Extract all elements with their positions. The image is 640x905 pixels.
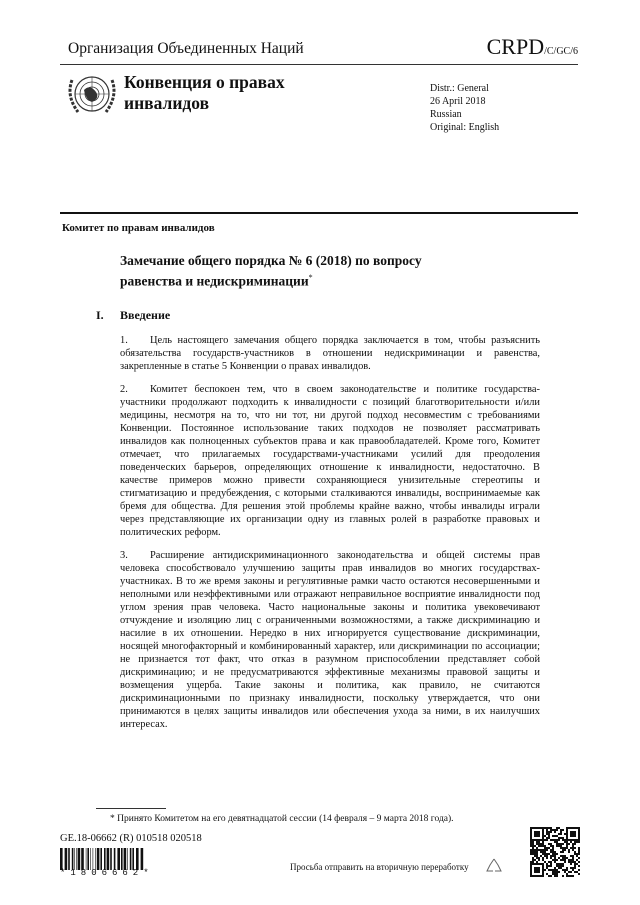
footnote: * Принято Комитетом на его девятнадцатой сессии (14 февраля – 9 марта 2018 года). bbox=[110, 814, 454, 824]
paragraph-number: 1. bbox=[120, 335, 128, 346]
document-title bbox=[120, 252, 480, 290]
distr: Distr.: General bbox=[430, 83, 489, 94]
symbol-suffix: /C/GC/6 bbox=[544, 46, 578, 57]
title-line-2: инвалидов bbox=[124, 93, 210, 113]
footnote-ref: * bbox=[308, 273, 313, 282]
title-line-1: Конвенция о правах bbox=[124, 72, 285, 92]
paragraph bbox=[120, 334, 540, 373]
committee-name: Комитет по правам инвалидов bbox=[62, 222, 215, 234]
barcode-number: *1806662* bbox=[60, 868, 154, 878]
paragraph-text: Цель настоящего замечания общего порядка заключается в том, чтобы разъяснить обязательства государств-участников в отношении недискриминации и равенства, закрепленные в статье 5 Конвенции о правах инвалидов. bbox=[120, 335, 540, 372]
paragraph-number: 3. bbox=[120, 550, 128, 561]
barcode-icon bbox=[60, 848, 145, 870]
organization-name: Организация Объединенных Наций bbox=[68, 40, 304, 57]
body-text bbox=[120, 334, 540, 741]
symbol-main: CRPD bbox=[486, 34, 545, 59]
language: Russian bbox=[430, 109, 462, 120]
job-number: GE.18-06662 (R) 010518 020518 bbox=[60, 833, 202, 844]
paragraph bbox=[120, 383, 540, 539]
convention-title bbox=[124, 72, 285, 114]
date: 26 April 2018 bbox=[430, 96, 486, 107]
header-rule bbox=[60, 64, 578, 65]
section-number: I. bbox=[96, 308, 104, 322]
paragraph-number: 2. bbox=[120, 384, 128, 395]
document-symbol bbox=[487, 34, 578, 60]
original-language: Original: English bbox=[430, 122, 500, 133]
footnote-rule bbox=[96, 808, 166, 809]
paragraph-text: Расширение антидискриминационного законодательства и общей системы прав человека способствовало улучшению защиты прав инвалидов во многих государствах-участниках. В то же время законы и регулятивные рамки часто остаются несовершенными и неполными или неэффективными или отражают неправильное восприятие инвалидности под углом зрения прав человека. Часто национальные законы и политика увековечивают отчуждение и изоляцию лиц с ограниченными возможностями, а также дискриминацию и насилие в их отношении. Нередко в них игнорируется существование дискриминации, носящей многофакторный и комбинированный характер, или дискриминации по ассоциации; не признается тот факт, что отказ в разумном приспособлении представляет собой дискриминацию; и не предусматриваются эффективные механизмы правовой защиты и возмещения ущерба. Такие законы и политика, как правило, не считаются дискриминационными по признаку инвалидности, поскольку утверждается, что они принимаются в целях защиты инвалидов или обеспечения ухода за ними, в их наилучших интересах. bbox=[120, 550, 540, 730]
paragraph bbox=[120, 549, 540, 731]
document-title-text: Замечание общего порядка № 6 (2018) по вопросу равенства и недискриминации bbox=[120, 253, 422, 289]
recycle-text: Просьба отправить на вторичную переработку bbox=[290, 862, 469, 872]
un-emblem-icon bbox=[64, 70, 120, 120]
qr-code-icon bbox=[530, 826, 580, 878]
section-title: Введение bbox=[120, 308, 171, 322]
paragraph-text: Комитет беспокоен тем, что в своем законодательстве и политике государства-участники продолжают подходить к инвалидности с позиций благотворительности и/или медицины, несмотря на то, что ни тот, ни другой подход несовместим с требованиями Конвенции. Постоянное использование таких подходов не позволяет рассматривать инвалидов как полноценных субъектов права и как правообладателей. Кроме того, Комитет отмечает, что прилагаемых государствами-участниками усилий для преодоления поведенческих барьеров, определяющих отношение к инвалидности, недостаточно. В качестве примеров можно привести сохраняющиеся унизительные стереотипы и стигматизацию и предубеждения, с которыми сталкиваются инвалиды, воспринимаемые как бремя для общества. Для решения этой проблемы крайне важно, чтобы инвалиды играли через представляющие их организации одну из главных ролей в разработке правовых и политических реформ. bbox=[120, 384, 540, 538]
distribution-info bbox=[430, 82, 499, 134]
thick-rule bbox=[60, 212, 578, 214]
recycle-icon bbox=[484, 856, 504, 876]
